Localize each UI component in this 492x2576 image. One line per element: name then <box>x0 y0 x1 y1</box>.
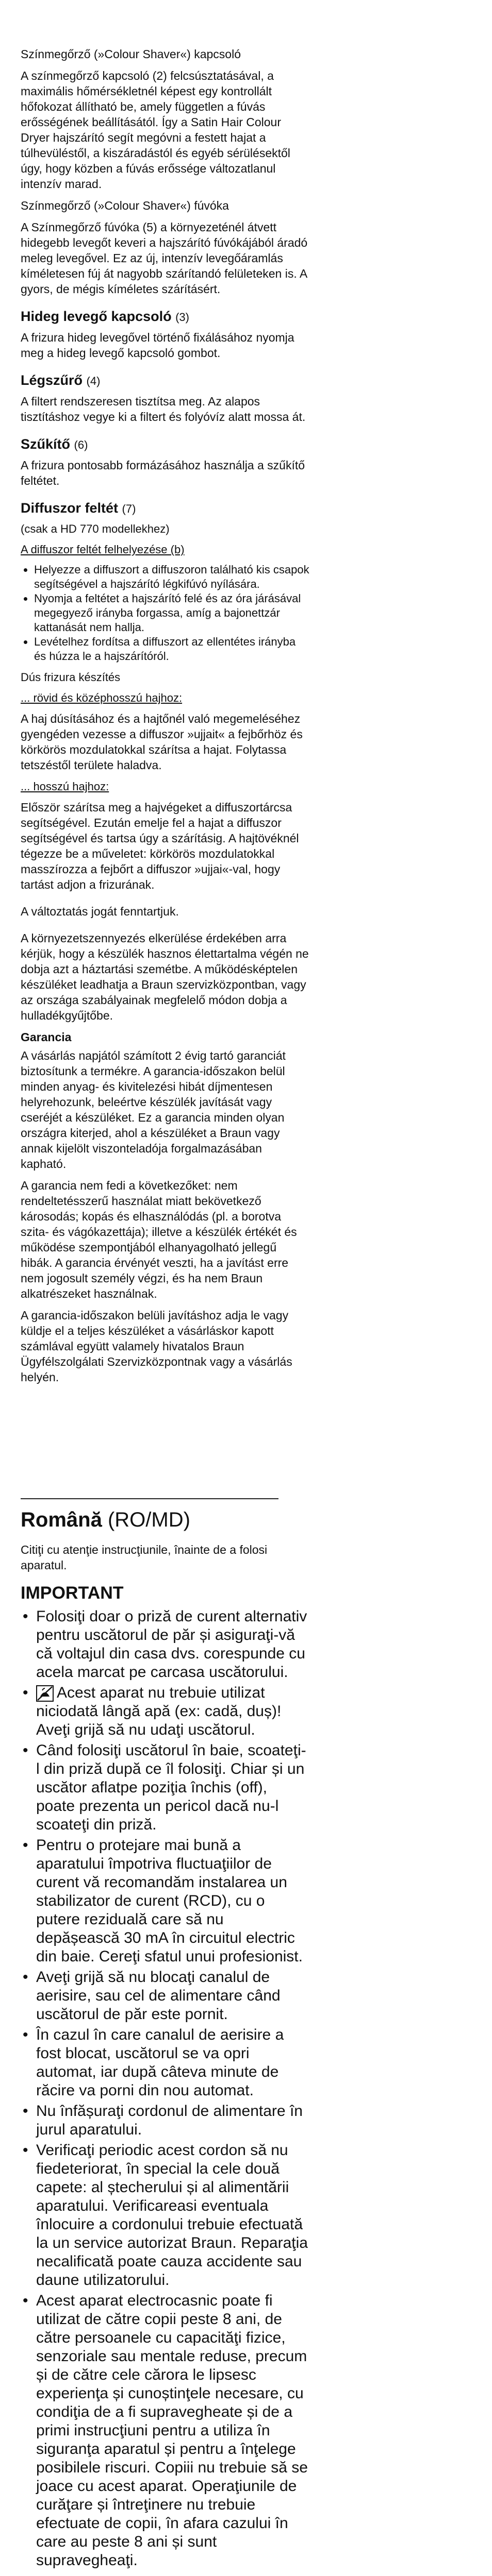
hu-concentrator-text: A frizura pontosabb formázásához használja a szűkítő feltétet. <box>21 459 305 487</box>
hu-attach-heading: A diffuszor feltét felhelyezése (b) <box>21 543 185 556</box>
hu-cold-air-text: A frizura hideg levegővel történő fixálásához nyomja meg a hideg levegő kapcsoló gombot. <box>21 331 294 360</box>
hu-colour-switch-text: A színmegőrző kapcsoló (2) felcsúsztatásával, a maximális hőmérsékletnél képest egy kontrollált hőfokozat állítható be, amely független a fúvás erősségének beállításától. Így a Satin Hair Colour Dryer hajszárító segít megóvni a festett hajat a túlhevüléstől, a kiszáradástól és egyéb sérülésektől úgy, hogy közben a fúvás erőssége változatlanul intenzív marad. <box>21 69 290 191</box>
hu-colour-nozzle-heading: Színmegőrző (»Colour Shaver«) fúvóka <box>21 199 229 212</box>
list-item: • Helyezze a diffuszort a diffuszoron található kis csapok segítségével a hajszárító légkifúvó nyílására. <box>34 563 309 591</box>
hu-attach-list <box>21 563 309 664</box>
hu-long-sub: ... hosszú hajhoz: <box>21 780 109 793</box>
hu-colour-switch-heading: Színmegőrző (»Colour Shaver«) kapcsoló <box>21 47 241 61</box>
list-item: • Folosiţi doar o priză de curent alternativ pentru uscătorul de păr și asiguraţi-vă că voltajul din casa dvs. corespunde cu acela marcat pe carcasa uscătorului. <box>21 1607 309 1682</box>
hu-full-heading: Dús frizura készítés <box>21 671 121 684</box>
hu-warranty-text-1: A vásárlás napjától számított 2 évig tartó garanciát biztosítunk a termékre. A garancia-időszakon belül minden anyag- és kivitelezési hibát díjmentesen helyrehozunk, beleértve készülék javítását vagy cseréjét a készüléket. Ez a garancia minden olyan országra kiterjed, ahol a készüléket a Braun vagy annak kijelölt viszonteladója forgalmazásában kapható. <box>21 1049 286 1171</box>
hu-changes-note: A változtatás jogát fenntartjuk. <box>21 905 179 918</box>
section-divider <box>21 1498 278 1499</box>
hu-warranty-text-3: A garancia-időszakon belüli javításhoz adja le vagy küldje el a teljes készüléket a vásárláskor kapott számlával együtt valamely hivatalos Braun Ügyfélszolgálati Szervizközpontnak vagy a vásárlás helyén. <box>21 1309 292 1384</box>
hungarian-section <box>21 46 309 1391</box>
hu-colour-nozzle-text: A Színmegőrző fúvóka (5) a környezeténél átvett hidegebb levegőt keveri a hajszárító fúvókájából áradó meleg levegővel. Ez az új, intenzív levegőáramlás kíméletesen fúj át nagyobb szárítandó felületeken is. A gyors, de mégis kíméletes szárításért. <box>21 221 308 296</box>
ro-intro: Citiţi cu atenţie instrucţiunile, înainte de a folosi aparatul. <box>21 1543 268 1572</box>
hu-environment-note: A környezetszennyezés elkerülése érdekében arra kérjük, hogy a készülék hasznos élettartalma végén ne dobja azt a háztartási szemétbe. A működésképtelen készüléket leadhatja a Braun szervizközpontban, vagy az országa szabályainak megfelelő módon dobja a hulladékgyűjtőbe. <box>21 931 309 1022</box>
ro-important-list <box>21 1607 309 2570</box>
hu-concentrator-heading: Szűkítő (6) <box>21 436 88 452</box>
hu-long-text: Először szárítsa meg a hajvégeket a diffuszortárcsa segítségével. Ezután emelje fel a hajat a diffuszor segítségével és tartsa úgy a szárításig. A hajtövéknél tégezze be a műveletet: körkörös mozdulatokkal masszírozza a fejbőrt a diffuszor »ujjai«-val, hogy tartást adjon a frizurának. <box>21 801 299 891</box>
hu-filter-heading: Légszűrő (4) <box>21 372 101 388</box>
list-item: • Acest aparat electrocasnic poate fi utilizat de către copii peste 8 ani, de către persoanele cu capacităţi fizice, senzoriale sau mentale reduse, precum și de către cele cărora le lipsesc experienţa și cunoștinţele necesare, cu condiţia de a fi supravegheate și de a primi instrucţiuni pentru a utiliza în siguranţa aparatul și pentru a înţelege posibilele riscuri. Copiii nu trebuie să se joace cu acest aparat. Operaţiunile de curăţare și întreţinere nu trebuie efectuate de copii, în afara cazului în care au peste 8 ani și sunt supravegheaţi. <box>21 2292 309 2570</box>
hu-warranty-heading: Garancia <box>21 1030 72 1044</box>
list-item: • În cazul în care canalul de aerisire a fost blocat, uscătorul se va opri automat, iar după câteva minute de răcire va porni din nou automat. <box>21 2026 309 2100</box>
hu-diffuser-heading: Diffuszor feltét (7) <box>21 500 136 516</box>
list-item: • Acest aparat nu trebuie utilizat niciodată lângă apă (ex: cadă, duș)! Aveţi grijă să nu udaţi uscătorul. <box>21 1684 309 1739</box>
list-item: • Nu înfășuraţi cordonul de alimentare în jurul aparatului. <box>21 2102 309 2139</box>
hu-full-sub: ... rövid és középhosszú hajhoz: <box>21 691 183 704</box>
romanian-section <box>21 1484 309 2576</box>
list-item: • Levételhez fordítsa a diffuszort az ellentétes irányba és húzza le a hajszárítóról. <box>34 635 309 664</box>
hu-filter-text: A filtert rendszeresen tisztítsa meg. Az alapos tisztításhoz vegye ki a filtert és folyóvíz alatt mossa át. <box>21 395 306 423</box>
ro-language-title: Română (RO/MD) <box>21 1509 190 1531</box>
hu-full-text: A haj dúsításához és a hajtőnél való megemeléséhez gyengéden vezesse a diffuszor »ujjait« a fejbőrhöz és körkörös mozdulatokkal szárítsa a hajat. Folytassa tetszéstől területe haladva. <box>21 712 303 772</box>
list-item: • Când folosiţi uscătorul în baie, scoateţi-l din priză după ce îl folosiţi. Chiar și un uscător aflatpe poziţia închis (off), poate prezenta un pericol dacă nu-l scoateţi din priză. <box>21 1741 309 1834</box>
hu-warranty-text-2: A garancia nem fedi a következőket: nem rendeltetésszerű használat miatt bekövetkező károsodás; kopás és elhasználódás (pl. a borotva szita- és vágókazettája); illetve a készülék értékét és működése szempontjából elhanyagolható jellegű hibák. A garancia érvényét veszti, ha a javítást erre nem jogosult személy végzi, és ha nem Braun alkatrészeket használnak. <box>21 1179 297 1300</box>
list-item: • Pentru o protejare mai bună a aparatului împotriva fluctuaţiilor de curent vă recomandăm instalarea un stabilizator de curent (RCD), cu o putere reziduală care să nu depășească 30 mA în circuitul electric din baie. Cereţi sfatul unui profesionist. <box>21 1836 309 1966</box>
ro-important-heading: IMPORTANT <box>21 1583 124 1603</box>
list-item: • Nyomja a feltétet a hajszárító felé és az óra járásával megegyező irányba forgassa, amíg a bajonettzár kattanását nem hallja. <box>34 591 309 635</box>
no-water-warning-icon <box>36 1685 54 1702</box>
hu-diffuser-subtitle: (csak a HD 770 modellekhez) <box>21 522 170 535</box>
list-item: • Aveţi grijă să nu blocaţi canalul de aerisire, sau cel de alimentare când uscătorul de păr este pornit. <box>21 1968 309 2024</box>
list-item: • Verificaţi periodic acest cordon să nu fiedeteriorat, în special la cele două capete: al ștecherului și al alimentării aparatului. Verificareasi eventuala înlocuire a cordonului trebuie efectuată la un service autorizat Braun. Reparaţia necalificată poate cauza accidente sau daune utilizatorului. <box>21 2141 309 2290</box>
hu-cold-air-heading: Hideg levegő kapcsoló (3) <box>21 309 189 324</box>
